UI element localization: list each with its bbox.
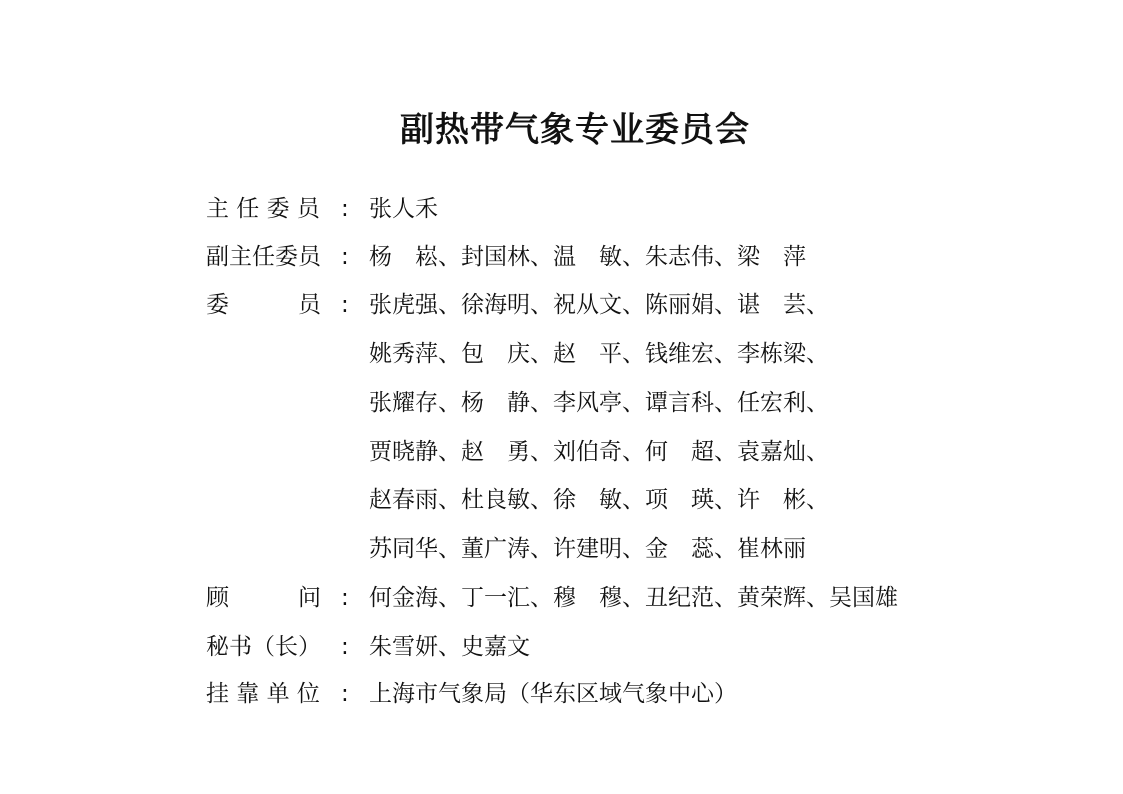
members-line: 赵春雨、杜良敏、徐 敏、项 瑛、许 彬、 xyxy=(369,487,829,513)
director-colon: : xyxy=(341,196,349,222)
members-line: 张耀存、杨 静、李风亭、谭言科、任宏利、 xyxy=(369,390,829,416)
members-line: 苏同华、董广涛、许建明、金 蕊、崔林丽 xyxy=(369,536,806,562)
document-title: 副热带气象专业委员会 xyxy=(400,110,750,150)
advisors-label: 顾 问 xyxy=(206,585,321,611)
director-value: 张人禾 xyxy=(369,196,438,222)
host-unit-value: 上海市气象局（华东区域气象中心） xyxy=(369,681,737,707)
secretary-label: 秘书（长） xyxy=(206,634,321,660)
members-line: 贾晓静、赵 勇、刘伯奇、何 超、袁嘉灿、 xyxy=(369,439,829,465)
host-unit-label: 挂 靠 单 位 xyxy=(206,681,320,707)
members-label: 委 员 xyxy=(206,292,321,318)
deputy-directors-colon: : xyxy=(341,244,349,270)
deputy-directors-value: 杨 崧、封国林、温 敏、朱志伟、梁 萍 xyxy=(369,244,806,270)
advisors-value: 何金海、丁一汇、穆 穆、丑纪范、黄荣辉、吴国雄 xyxy=(369,585,898,611)
members-colon: : xyxy=(341,292,349,318)
deputy-directors-label: 副主任委员 xyxy=(206,244,321,270)
members-line: 姚秀萍、包 庆、赵 平、钱维宏、李栋梁、 xyxy=(369,341,829,367)
secretary-value: 朱雪妍、史嘉文 xyxy=(369,634,530,660)
director-label: 主 任 委 员 xyxy=(206,196,320,222)
host-unit-colon: : xyxy=(341,681,349,707)
advisors-colon: : xyxy=(341,585,349,611)
secretary-colon: : xyxy=(341,634,349,660)
members-line: 张虎强、徐海明、祝从文、陈丽娟、谌 芸、 xyxy=(369,292,829,318)
